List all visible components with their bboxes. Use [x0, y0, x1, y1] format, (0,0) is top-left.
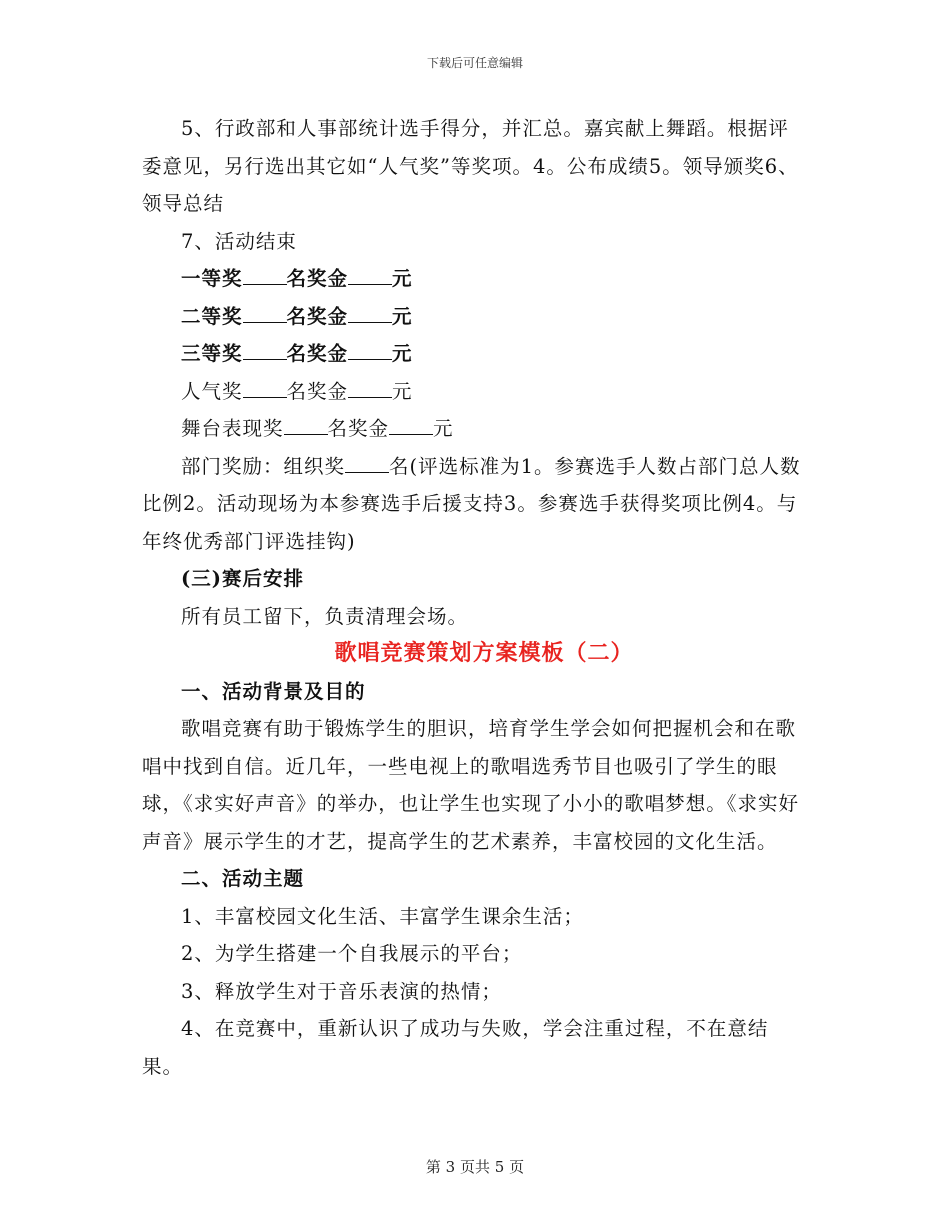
- blank-line: [389, 412, 433, 435]
- prize-line-second: 二等奖 名奖金 元: [142, 298, 808, 336]
- list-item-theme-1: 1、丰富校园文化生活、丰富学生课余生活；: [181, 904, 584, 928]
- blank-line: [348, 375, 392, 398]
- prize-line-popularity: 人气奖 名奖金 元: [142, 373, 808, 411]
- paragraph-item-5: 5、行政部和人事部统计选手得分，并汇总。嘉宾献上舞蹈。根据评委意见，另行选出其它如“人气奖”等奖项。4。公布成绩5。领导颁奖6、领导总结: [142, 117, 799, 215]
- list-item-theme-4: 4、在竞赛中，重新认识了成功与失败，学会注重过程，不在意结果。: [142, 1017, 769, 1078]
- page-header: 下载后可任意编辑: [426, 56, 523, 70]
- blank-line: [348, 262, 392, 285]
- blank-line: [348, 300, 392, 323]
- blank-line: [243, 262, 287, 285]
- paragraph-background: 歌唱竞赛有助于锻炼学生的胆识，培育学生学会如何把握机会和在歌唱中找到自信。近几年，一些电视上的歌唱选秀节目也吸引了学生的眼球，《求实好声音》的举办，也让学生也实现了小小的歌唱梦想。《求实好声音》展示学生的才艺，提高学生的艺术素养，丰富校园的文化生活。: [142, 717, 800, 853]
- document-body: [142, 110, 808, 1085]
- list-item-theme-2: 2、为学生搭建一个自我展示的平台；: [181, 942, 523, 965]
- blank-line: [243, 300, 287, 323]
- prize-line-third: 三等奖 名奖金 元: [142, 335, 808, 373]
- paragraph-dept-award: 部门奖励：组织奖 名(评选标准为1。参赛选手人数占部门总人数比例2。活动现场为本参赛选手后援支持3。参赛选手获得奖项比例4。与年终优秀部门评选挂钩): [142, 448, 808, 561]
- section-title: 歌唱竞赛策划方案模板（二）: [334, 640, 634, 666]
- paragraph-item-7: 7、活动结束: [181, 229, 297, 253]
- paragraph-after-arrangement: 所有员工留下，负责清理会场。: [181, 604, 469, 628]
- page-footer: 第 3 页共 5 页: [425, 1158, 525, 1176]
- blank-line: [243, 375, 287, 398]
- blank-line: [348, 337, 392, 360]
- blank-line: [243, 337, 287, 360]
- heading-after-arrangement: (三)赛后安排: [181, 567, 304, 590]
- heading-background: 一、活动背景及目的: [181, 679, 366, 703]
- blank-line: [284, 412, 328, 435]
- list-item-theme-3: 3、释放学生对于音乐表演的热情；: [181, 979, 502, 1003]
- blank-line: [345, 450, 389, 473]
- heading-theme: 二、活动主题: [181, 867, 305, 890]
- prize-line-stage: 舞台表现奖 名奖金 元: [142, 410, 808, 448]
- prize-line-first: 一等奖 名奖金 元: [142, 260, 808, 298]
